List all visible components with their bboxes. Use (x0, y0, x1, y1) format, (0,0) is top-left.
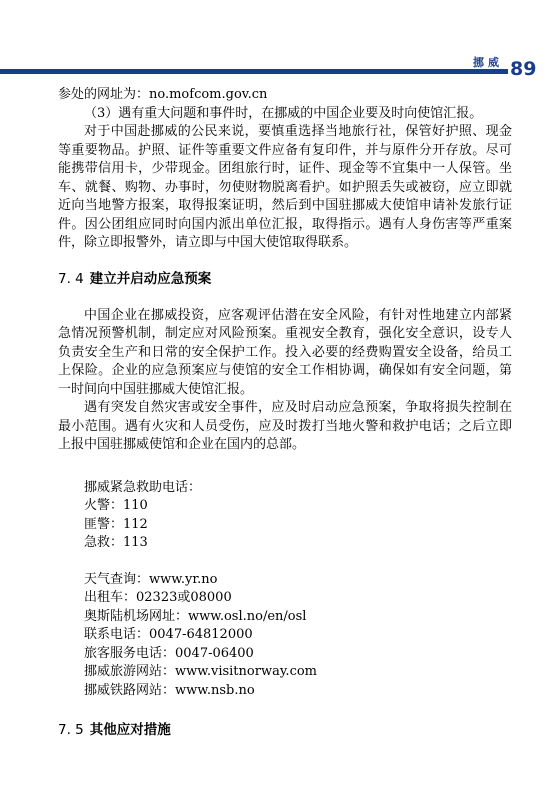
running-header-section: 挪威 (473, 56, 503, 69)
airport-info: 奥斯陆机场网址：www.osl.no/en/osl (84, 608, 307, 624)
police-number: 匪警：112 (84, 516, 148, 532)
report-paragraph: （3）遇有重大问题和事件时，在挪威的中国企业要及时向使馆汇报。 (84, 105, 483, 121)
section-heading-7-4 (58, 269, 512, 289)
section-title: 建立并启动应急预案 (89, 270, 212, 287)
page-number: 89 (510, 58, 537, 80)
emergency-plan-paragraph: 中国企业在挪威投资，应客观评估潜在安全风险，有针对性地建立内部紧急情况预警机制，制定应对风险预案。重视安全教育，强化安全意识，设专人负责安全生产和日常的安全保护工作。投入必要的经费购置安全设备，给员工上保险。企业的应急预案应与使馆的安全工作相协调，确保如有安全问题，第一时间向中国驻挪威大使馆汇报。 (58, 307, 512, 397)
header-rule (0, 69, 508, 74)
taxi-info: 出租车：02323或08000 (84, 590, 232, 605)
section-title: 其他应对措施 (89, 722, 171, 738)
page-body (58, 86, 512, 740)
emergency-phone-list (84, 479, 512, 553)
section-heading-7-5 (58, 720, 512, 740)
tourism-info: 挪威旅游网站：www.visitnorway.com (84, 664, 318, 679)
travel-service-info: 旅客服务电话：0047-06400 (84, 645, 254, 661)
railway-info: 挪威铁路网站：www.nsb.no (84, 682, 255, 698)
section-number: 7. 5 (58, 722, 84, 738)
citizens-paragraph: 对于中国赴挪威的公民来说，要慎重选择当地旅行社，保管好护照、现金等重要物品。护照、证件等重要文件应备有复印件，并与原件分开存放。尽可能携带信用卡，少带现金。团组旅行时，证件、现金等不宜集中一人保管。坐车、就餐、购物、办事时，勿使财物脱离看护。如护照丢失或被窃，应立即就近向当地警方报案，取得报案证明，然后到中国驻挪威大使馆申请补发旅行证件。因公团组应同时向国内派出单位汇报，取得指示。遇有人身伤害等严重案件，除立即报警外，请立即与中国大使馆取得联系。 (58, 124, 512, 250)
fire-number: 火警：110 (84, 498, 148, 513)
phone-info: 联系电话：0047-64812000 (84, 627, 253, 642)
section-number: 7. 4 (58, 270, 84, 287)
useful-info-list (84, 571, 512, 701)
emergency-heading: 挪威紧急救助电话： (84, 479, 202, 495)
ambulance-number: 急救：113 (84, 535, 148, 550)
website-paragraph: 参处的网址为：no.mofcom.gov.cn (58, 87, 268, 102)
disaster-response-paragraph: 遇有突发自然灾害或安全事件，应及时启动应急预案，争取将损失控制在最小范围。遇有火灾和人员受伤，应及时拨打当地火警和救护电话；之后立即上报中国驻挪威使馆和企业在国内的总部。 (58, 400, 512, 452)
weather-info: 天气查询：www.yr.no (84, 571, 218, 587)
